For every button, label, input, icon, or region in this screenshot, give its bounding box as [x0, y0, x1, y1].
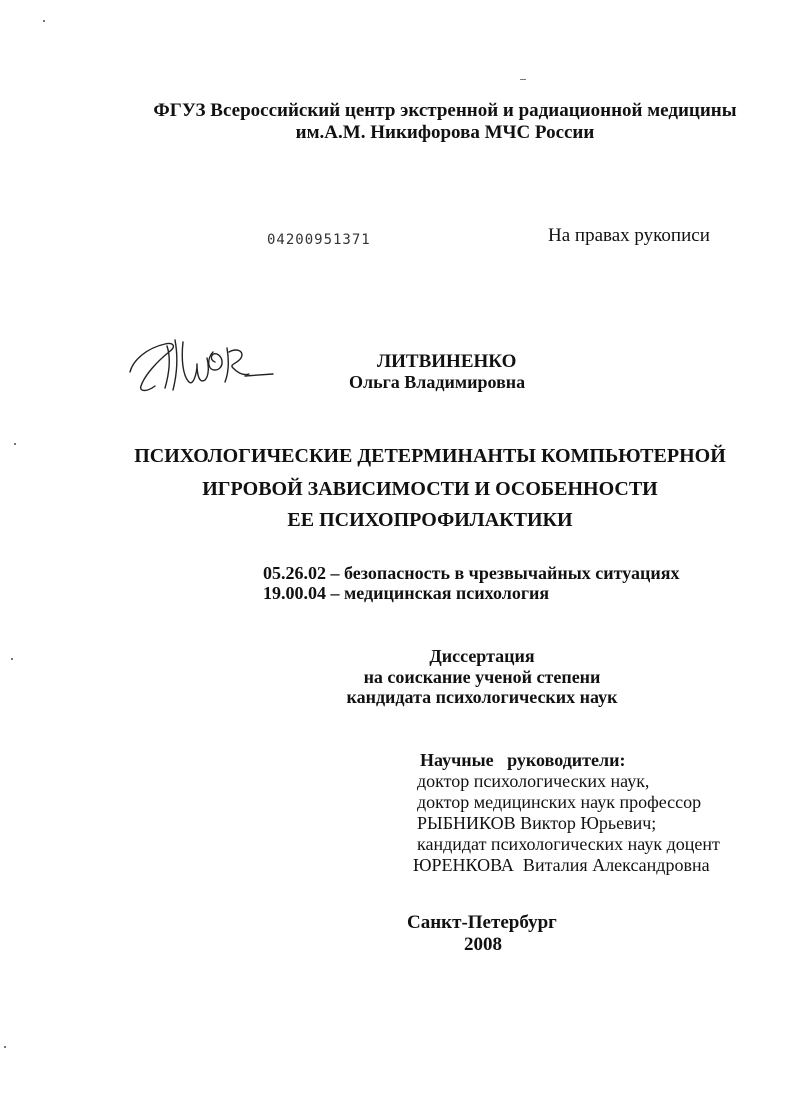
- supervisors-heading: Научные руководители:: [420, 750, 626, 770]
- title-line-1: ПСИХОЛОГИЧЕСКИЕ ДЕТЕРМИНАНТЫ КОМПЬЮТЕРНОЙ: [134, 445, 726, 467]
- supervisor-line-4: кандидат психологических наук доцент: [417, 834, 720, 854]
- supervisor-line-3: РЫБНИКОВ Виктор Юрьевич;: [417, 813, 657, 833]
- specialty-2: 19.00.04 – медицинская психология: [263, 583, 550, 603]
- scan-speck: [43, 20, 45, 22]
- specialty-1: 05.26.02 – безопасность в чрезвычайных ситуациях: [263, 563, 680, 583]
- institution-line-1: ФГУЗ Всероссийский центр экстренной и радиационной медицины: [153, 100, 737, 121]
- rights-note: На правах рукописи: [548, 225, 710, 246]
- year: 2008: [464, 934, 502, 955]
- scan-speck: [520, 79, 526, 80]
- author-given-names: Ольга Владимировна: [349, 372, 526, 392]
- scan-speck: [14, 443, 16, 445]
- supervisor-line-2: доктор медицинских наук профессор: [417, 792, 702, 812]
- dissertation-line-3: кандидата психологических наук: [346, 687, 618, 707]
- scan-speck: [4, 1046, 6, 1048]
- title-line-2: ИГРОВОЙ ЗАВИСИМОСТИ И ОСОБЕННОСТИ: [202, 478, 658, 500]
- supervisor-line-1: доктор психологических наук,: [417, 771, 650, 791]
- institution-line-2: им.А.М. Никифорова МЧС России: [295, 122, 595, 143]
- author-signature: [125, 330, 275, 398]
- author-surname: ЛИТВИНЕНКО: [377, 351, 517, 372]
- scan-speck: [11, 658, 13, 660]
- dissertation-line-1: Диссертация: [429, 646, 535, 666]
- dissertation-line-2: на соискание ученой степени: [363, 667, 601, 687]
- title-line-3: ЕЕ ПСИХОПРОФИЛАКТИКИ: [287, 509, 573, 531]
- registry-number: 04200951371: [267, 232, 371, 248]
- supervisor-line-5: ЮРЕНКОВА Виталия Александровна: [413, 855, 710, 875]
- place: Санкт-Петербург: [407, 912, 557, 933]
